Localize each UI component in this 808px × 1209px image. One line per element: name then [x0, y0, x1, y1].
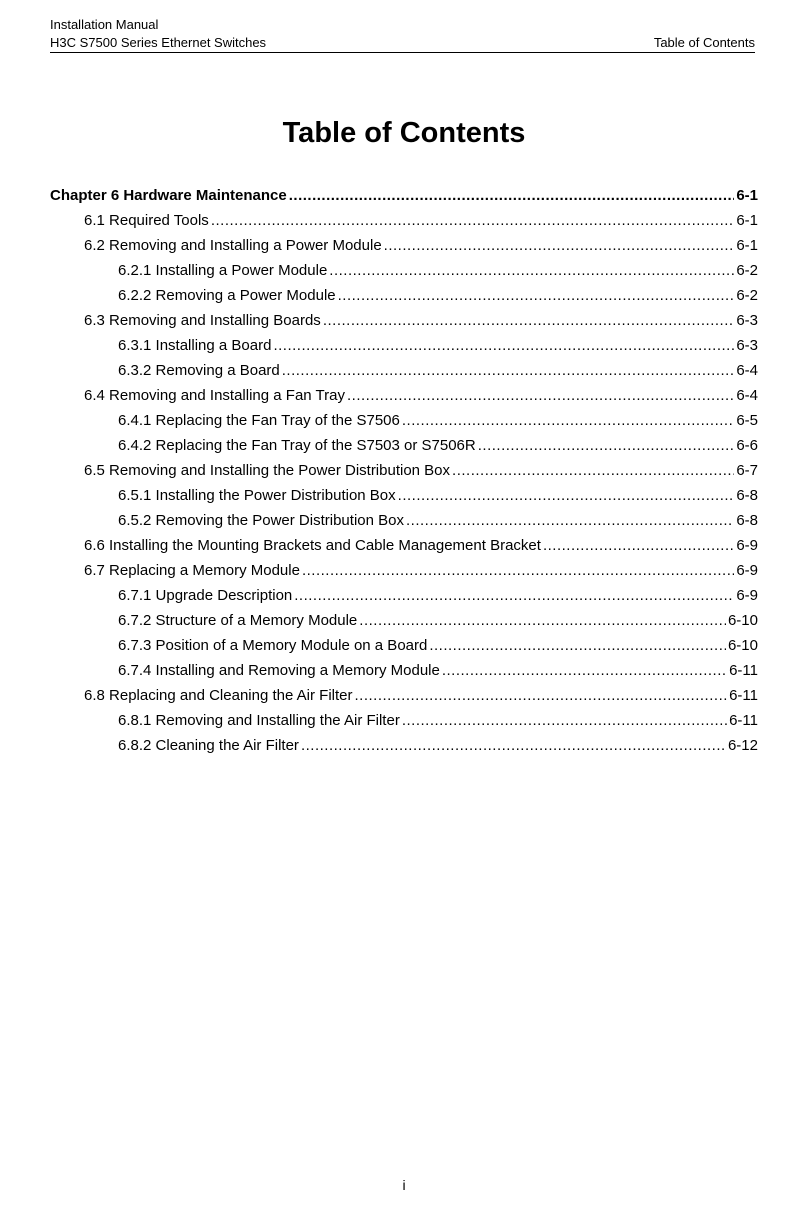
toc-entry-label: 6.5 Removing and Installing the Power Distribution Box	[84, 462, 451, 479]
toc-entry[interactable]	[118, 511, 758, 530]
dot-leader	[329, 261, 734, 280]
toc-entry-page: 6-12	[727, 737, 758, 754]
product-name: H3C S7500 Series Ethernet Switches	[50, 35, 267, 50]
dot-leader	[398, 486, 735, 505]
header-section-title: Table of Contents	[653, 35, 755, 50]
toc-entry[interactable]	[84, 386, 758, 405]
toc-entry-page: 6-10	[727, 612, 758, 629]
dot-leader	[347, 386, 734, 405]
dot-leader	[323, 311, 735, 330]
dot-leader	[289, 186, 735, 205]
toc-entry-label: 6.7.4 Installing and Removing a Memory Module	[118, 662, 440, 679]
toc-entry[interactable]	[118, 636, 758, 655]
toc-entry[interactable]	[84, 536, 758, 555]
toc-entry[interactable]	[118, 286, 758, 305]
toc-entry[interactable]	[118, 436, 758, 455]
toc-entry-page: 6-1	[736, 187, 758, 204]
toc-entry-label: 6.4.1 Replacing the Fan Tray of the S7506	[118, 412, 400, 429]
toc-entry-page: 6-5	[736, 412, 758, 429]
toc-entry-label: 6.2.2 Removing a Power Module	[118, 287, 336, 304]
toc-entry-label: 6.8.2 Cleaning the Air Filter	[118, 737, 299, 754]
toc-entry-page: 6-1	[736, 237, 758, 254]
dot-leader	[402, 711, 727, 730]
toc-entry[interactable]	[118, 336, 758, 355]
toc-entry[interactable]	[84, 211, 758, 230]
toc-entry-label: 6.3.2 Removing a Board	[118, 362, 280, 379]
toc-entry-page: 6-8	[736, 487, 758, 504]
toc-entry[interactable]	[84, 311, 758, 330]
toc-entry-page: 6-9	[736, 537, 758, 554]
toc-entry[interactable]	[118, 411, 758, 430]
toc-entry-label: 6.2.1 Installing a Power Module	[118, 262, 328, 279]
toc-entry-page: 6-3	[736, 337, 758, 354]
toc-entry-page: 6-11	[729, 662, 758, 679]
toc-entry-page: 6-9	[736, 587, 758, 604]
toc-entry-page: 6-7	[736, 462, 758, 479]
toc-entry-page: 6-10	[727, 637, 758, 654]
dot-leader	[282, 361, 735, 380]
dot-leader	[355, 686, 728, 705]
dot-leader	[273, 336, 734, 355]
toc-entry-page: 6-2	[736, 287, 758, 304]
toc-entry-page: 6-6	[736, 437, 758, 454]
toc-entry-label: 6.8 Replacing and Cleaning the Air Filter	[84, 687, 353, 704]
page-title: Table of Contents	[282, 117, 526, 149]
toc-entry[interactable]	[118, 361, 758, 380]
toc-entry[interactable]	[118, 711, 758, 730]
toc-entry[interactable]	[118, 586, 758, 605]
dot-leader	[429, 636, 726, 655]
toc-entry-label: 6.5.1 Installing the Power Distribution Box	[118, 487, 396, 504]
toc-entry-label: 6.3 Removing and Installing Boards	[84, 312, 321, 329]
toc-entry-label: 6.5.2 Removing the Power Distribution Box	[118, 512, 404, 529]
toc-entry-page: 6-3	[736, 312, 758, 329]
toc-entry-page: 6-9	[736, 562, 758, 579]
dot-leader	[211, 211, 735, 230]
toc-entry[interactable]	[84, 561, 758, 580]
toc-entry[interactable]	[84, 236, 758, 255]
toc-entry-label: 6.2 Removing and Installing a Power Module	[84, 237, 382, 254]
dot-leader	[301, 736, 726, 755]
manual-title: Installation Manual	[50, 17, 159, 32]
dot-leader	[442, 661, 727, 680]
toc-entry[interactable]	[118, 736, 758, 755]
toc-entry[interactable]	[50, 186, 758, 205]
toc-entry-page: 6-1	[736, 212, 758, 229]
dot-leader	[402, 411, 734, 430]
toc-entry-label: 6.1 Required Tools	[84, 212, 209, 229]
toc-entry-label: 6.4 Removing and Installing a Fan Tray	[84, 387, 345, 404]
page-number: i	[402, 1177, 406, 1193]
dot-leader	[359, 611, 726, 630]
toc-entry-page: 6-11	[729, 687, 758, 704]
toc-entry-label: Chapter 6 Hardware Maintenance	[50, 187, 287, 204]
toc-entry-page: 6-11	[729, 712, 758, 729]
toc-entry[interactable]	[84, 461, 758, 480]
dot-leader	[478, 436, 735, 455]
toc-entry[interactable]	[84, 686, 758, 705]
toc-entry[interactable]	[118, 661, 758, 680]
toc-entry[interactable]	[118, 261, 758, 280]
toc-entry-label: 6.4.2 Replacing the Fan Tray of the S7503 or S7506R	[118, 437, 476, 454]
toc-entry-label: 6.7.1 Upgrade Description	[118, 587, 293, 604]
dot-leader	[406, 511, 734, 530]
toc-entry-label: 6.8.1 Removing and Installing the Air Filter	[118, 712, 400, 729]
dot-leader	[338, 286, 735, 305]
dot-leader	[543, 536, 734, 555]
toc-entry-label: 6.3.1 Installing a Board	[118, 337, 272, 354]
toc-entry-label: 6.6 Installing the Mounting Brackets and Cable Management Bracket	[84, 537, 541, 554]
toc-entry-page: 6-4	[736, 362, 758, 379]
dot-leader	[452, 461, 734, 480]
dot-leader	[294, 586, 734, 605]
page-header	[50, 16, 755, 53]
toc-entry-label: 6.7 Replacing a Memory Module	[84, 562, 300, 579]
toc-entry-page: 6-8	[736, 512, 758, 529]
toc-entry-label: 6.7.2 Structure of a Memory Module	[118, 612, 358, 629]
toc-entry[interactable]	[118, 611, 758, 630]
dot-leader	[302, 561, 734, 580]
toc-entry[interactable]	[118, 486, 758, 505]
toc-entry-page: 6-4	[736, 387, 758, 404]
toc-entry-page: 6-2	[736, 262, 758, 279]
dot-leader	[384, 236, 735, 255]
toc-entry-label: 6.7.3 Position of a Memory Module on a Board	[118, 637, 428, 654]
